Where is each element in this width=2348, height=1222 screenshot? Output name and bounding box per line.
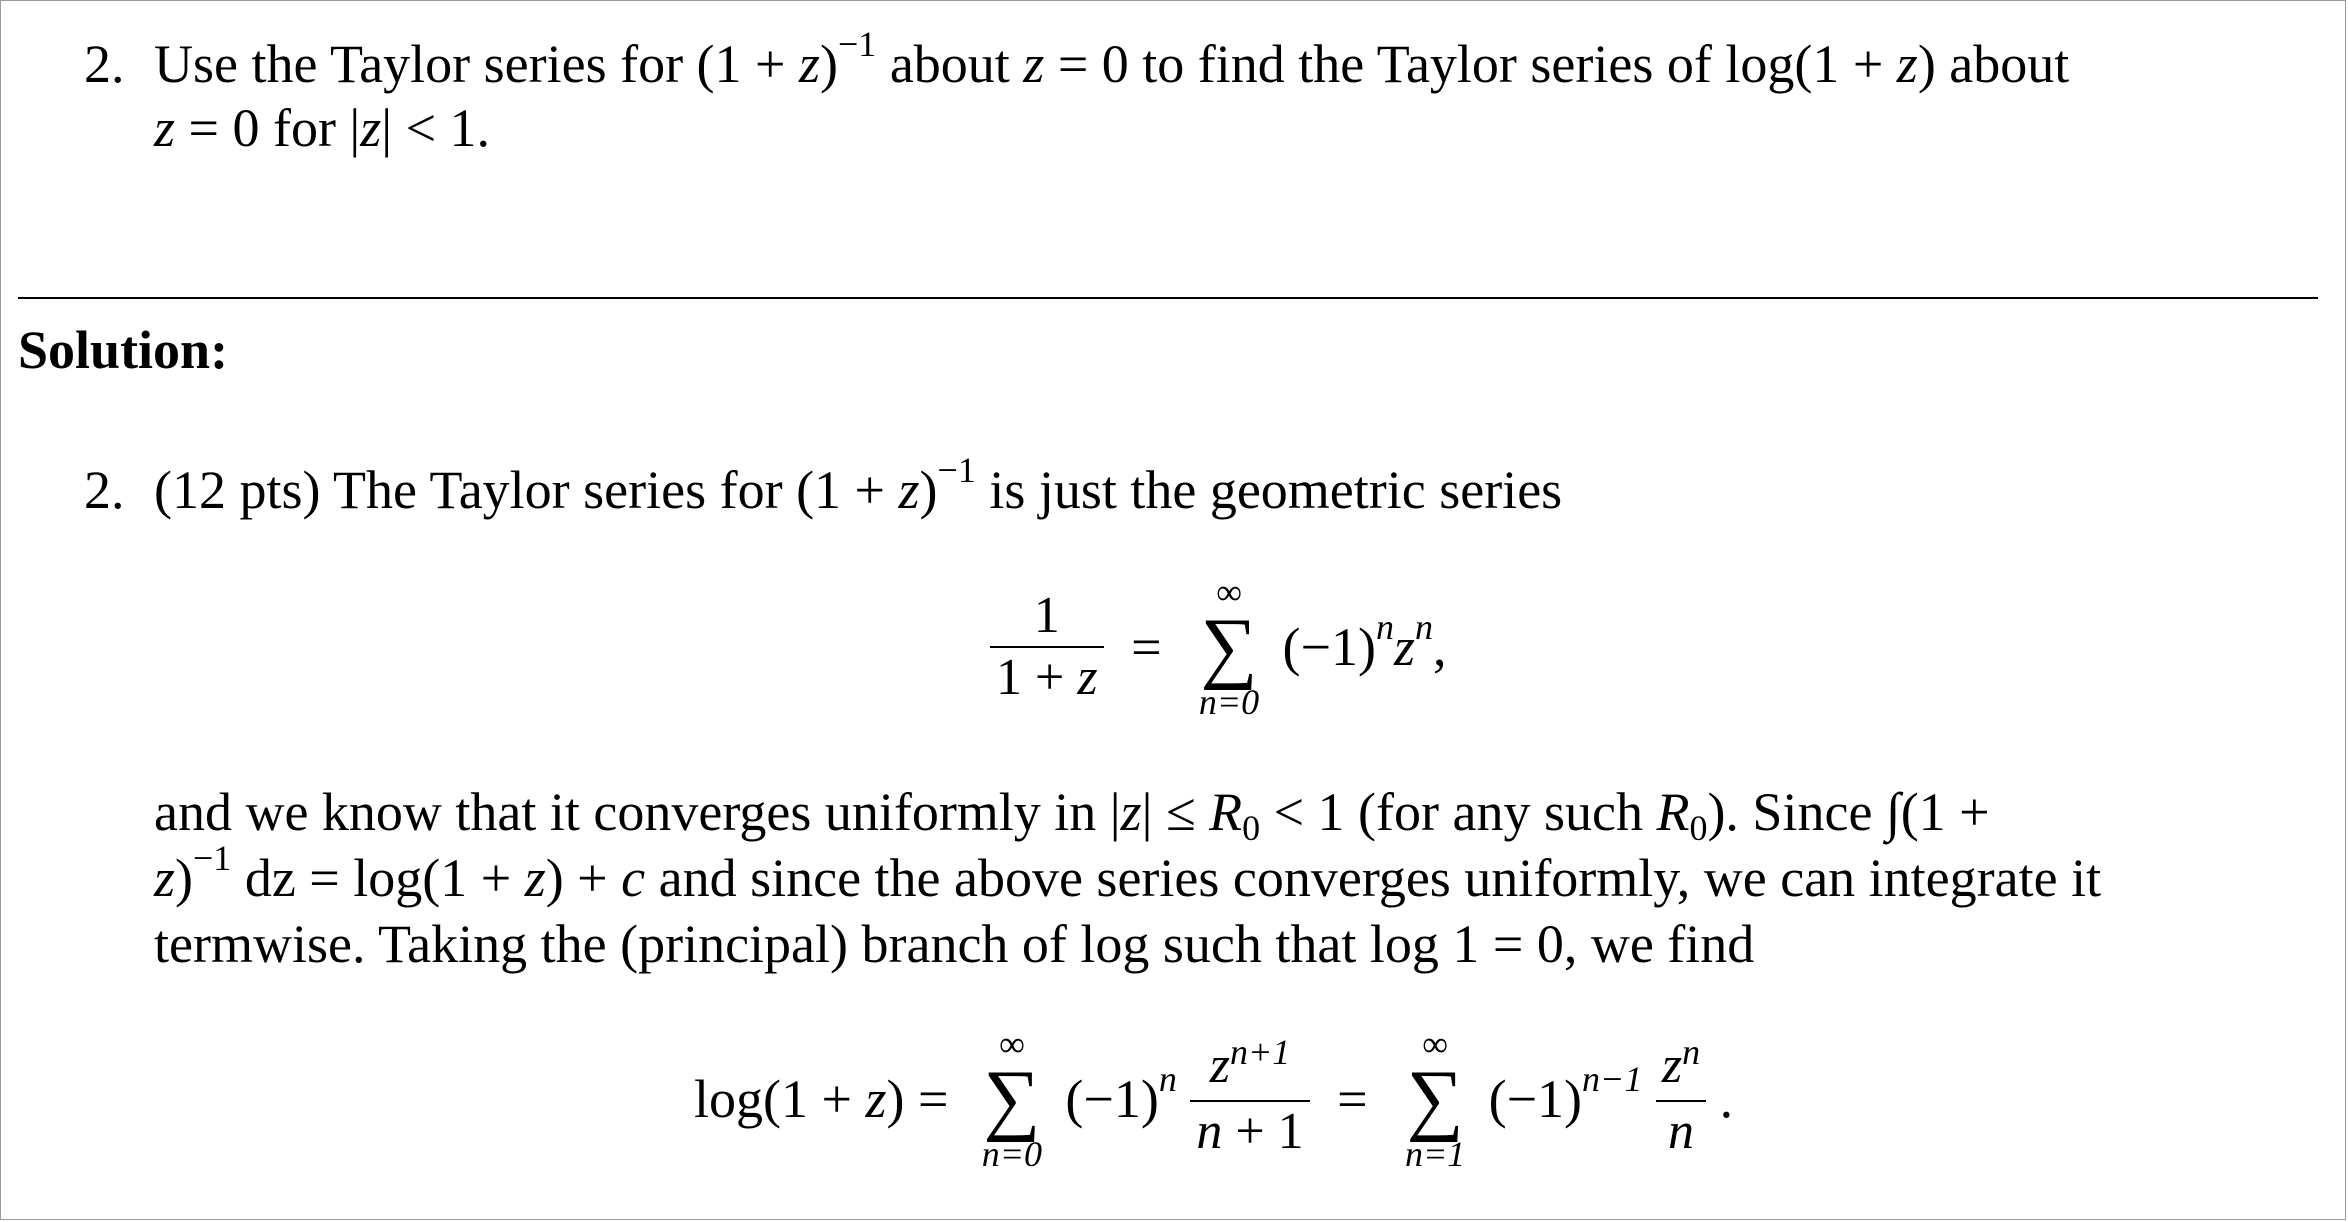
section-divider <box>18 297 2318 299</box>
equation-log-series: log(1 + z) = ∞ ∑ n=0 $(-1)^n$ $\frac{z^{n+1}}{n + 1}$ = ∞ ∑ n=1 $(-1)^{n-1}$ $\frac{z^n}{n}$ . <box>694 1024 1734 1174</box>
fraction-z-n-over-n: $\frac{z^n}{n}$ <box>1656 1036 1706 1162</box>
summation-symbol-2: ∞ ∑ n=1 <box>1404 1024 1466 1174</box>
solution-number: 2. <box>84 460 125 520</box>
fraction-one-over-one-plus-z: $\frac{1}{1 + z}$ <box>990 586 1104 708</box>
summation-symbol: ∞ ∑ n=0 <box>1198 572 1260 722</box>
summation-symbol-1: ∞ ∑ n=0 <box>981 1024 1043 1174</box>
solution-heading: Solution: <box>18 320 229 380</box>
solution-intro: (12 pts) The Taylor series for $(1 + z)^{-1}$ is just the geometric series <box>154 450 1563 520</box>
problem-line-2: z = 0 for |z| < 1. <box>154 98 491 158</box>
equation-geometric-series: $\frac{1}{1 + z}$ = ∞ ∑ n=0 $(-1)^nz^n$, <box>990 572 1446 722</box>
problem-line-1: Use the Taylor series for $(1 + z)^{-1}$ about z = 0 to find the Taylor series of log(1 + z) about <box>154 24 2070 94</box>
solution-paragraph-line-2: z)$^{-1}$ dz = log(1 + z) + c and since the above series converges uniformly, we can integrate it <box>154 838 2102 908</box>
fraction-z-n-plus-1: $\frac{z^{n+1}}{n + 1}$ <box>1190 1036 1309 1162</box>
problem-number: 2. <box>84 34 125 94</box>
solution-paragraph-line-1: and we know that it converges uniformly in |z| ≤ R0 < 1 (for any such R0). Since ∫(1 + <box>154 782 1990 848</box>
solution-paragraph-line-3: termwise. Taking the (principal) branch of log such that log 1 = 0, we find <box>154 914 1755 974</box>
